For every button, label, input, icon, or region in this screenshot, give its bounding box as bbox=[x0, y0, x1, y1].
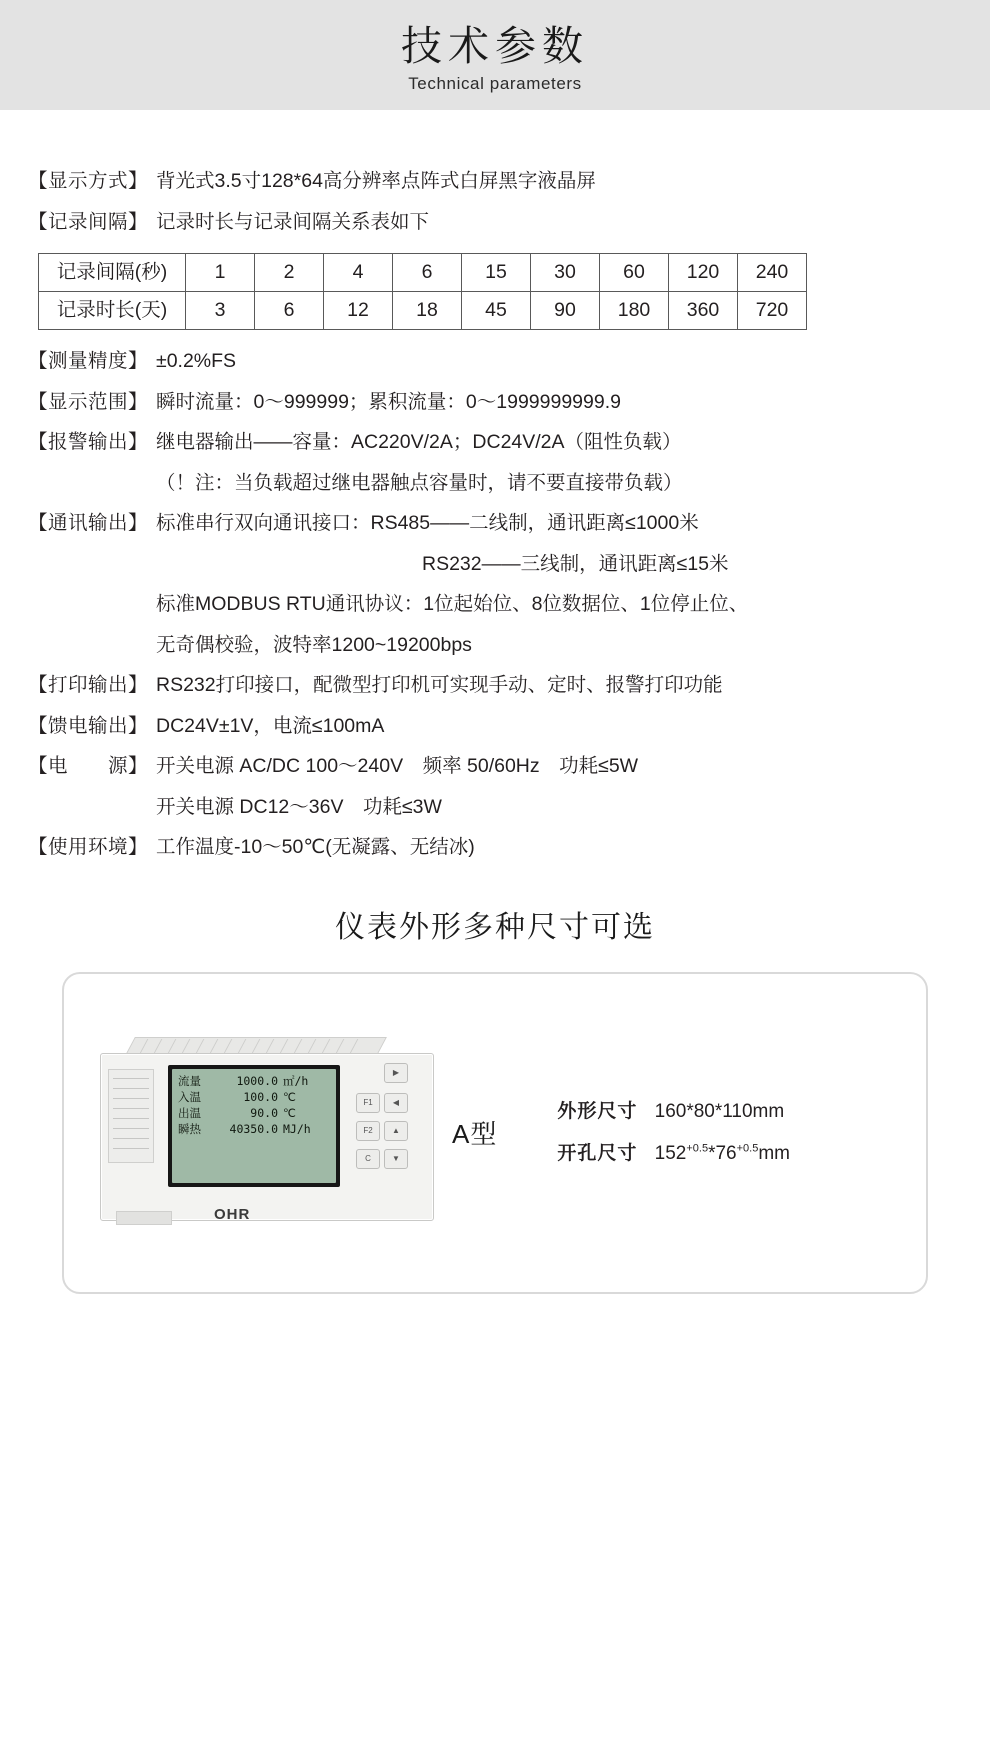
dimension-cutout-mid: *76 bbox=[708, 1142, 737, 1164]
spec-value: ±0.2%FS bbox=[156, 350, 237, 372]
spec-value: 继电器输出——容量：AC220V/2A；DC24V/2A（阻性负载） bbox=[156, 431, 682, 453]
dimension-cutout-sup2: +0.5 bbox=[736, 1142, 759, 1155]
lcd-row-unit: MJ/h bbox=[283, 1122, 311, 1137]
table-cell: 45 bbox=[462, 292, 531, 330]
table-cell: 18 bbox=[393, 292, 462, 330]
table-row bbox=[39, 292, 807, 330]
device-keypad bbox=[354, 1063, 418, 1189]
table-cell: 180 bbox=[600, 292, 669, 330]
spec-row-display-mode bbox=[28, 172, 962, 192]
lcd-row bbox=[178, 1105, 332, 1121]
spec-label: 【显示方式】 bbox=[28, 170, 149, 192]
spec-row-communication bbox=[28, 514, 962, 534]
page-title: 技术参数 bbox=[401, 22, 589, 69]
comm-line2-row bbox=[28, 552, 962, 575]
record-interval-table-wrap bbox=[38, 253, 962, 330]
spec-value: 工作温度-10～50℃(无凝露、无结冰) bbox=[156, 836, 475, 858]
spec-label: 【通讯输出】 bbox=[28, 512, 149, 534]
comm-line3-text: 标准MODBUS RTU通讯协议：1位起始位、8位数据位、1位停止位、 bbox=[156, 593, 749, 615]
spec-row-accuracy bbox=[28, 352, 962, 372]
power-line2-row bbox=[28, 795, 962, 818]
power-line2-text: 开关电源 DC12～36V 功耗≤3W bbox=[156, 795, 442, 818]
dimensions-block bbox=[557, 1091, 790, 1175]
spec-label: 【电 源】 bbox=[28, 755, 149, 777]
dimension-outer-value: 160*80*110mm bbox=[654, 1100, 785, 1122]
comm-line2-text: RS232——三线制，通讯距离≤15米 bbox=[422, 552, 729, 575]
key-left-icon[interactable]: ◀ bbox=[384, 1093, 408, 1113]
alarm-note-text: （！注：当负载超过继电器触点容量时，请不要直接带负载） bbox=[156, 471, 683, 494]
dimension-cutout-tail: mm bbox=[758, 1142, 790, 1164]
table-cell: 360 bbox=[669, 292, 738, 330]
key-right-icon[interactable]: ▶ bbox=[384, 1063, 408, 1083]
lcd-row-name: 出温 bbox=[178, 1106, 201, 1121]
lcd-row bbox=[178, 1121, 332, 1137]
spec-label: 【测量精度】 bbox=[28, 350, 149, 372]
table-cell: 12 bbox=[324, 292, 393, 330]
row-spacer bbox=[28, 636, 156, 656]
device-brand-logo: OHR bbox=[214, 1205, 251, 1223]
spec-label: 【使用环境】 bbox=[28, 836, 149, 858]
lcd-row-unit: ℃ bbox=[283, 1089, 296, 1104]
table-cell: 240 bbox=[738, 254, 807, 292]
spec-value: RS232打印接口，配微型打印机可实现手动、定时、报警打印功能 bbox=[156, 674, 723, 696]
table-cell: 30 bbox=[531, 254, 600, 292]
key-f1[interactable]: F1 bbox=[356, 1093, 380, 1113]
row-spacer bbox=[28, 595, 156, 615]
dimension-cutout-label: 开孔尺寸 bbox=[557, 1142, 638, 1164]
spec-label: 【打印输出】 bbox=[28, 674, 149, 696]
device-side-vent bbox=[108, 1069, 154, 1163]
table-cell: 90 bbox=[531, 292, 600, 330]
record-interval-table bbox=[38, 253, 807, 330]
spec-value: 标准串行双向通讯接口：RS485——二线制，通讯距离≤1000米 bbox=[156, 512, 699, 534]
device-illustration bbox=[86, 1035, 438, 1231]
lcd-row bbox=[178, 1089, 332, 1105]
spec-value: 瞬时流量：0～999999；累积流量：0～1999999999.9 bbox=[156, 390, 621, 413]
table-cell: 6 bbox=[255, 292, 324, 330]
device-screen bbox=[168, 1065, 340, 1187]
lcd-row-unit: ℃ bbox=[283, 1106, 296, 1121]
spec-row-alarm-output bbox=[28, 433, 962, 453]
dimension-cutout-sup1: +0.5 bbox=[686, 1142, 709, 1155]
row-spacer bbox=[28, 555, 156, 575]
comm-line4-row bbox=[28, 633, 962, 656]
lcd-row-name: 入温 bbox=[178, 1089, 201, 1104]
lcd-row-unit: ㎡/h bbox=[283, 1073, 309, 1088]
table-cell: 720 bbox=[738, 292, 807, 330]
spec-value: 背光式3.5寸128*64高分辨率点阵式白屏黑字液晶屏 bbox=[156, 170, 596, 192]
table-row-header: 记录间隔(秒) bbox=[39, 254, 186, 292]
page-header-banner bbox=[0, 0, 990, 110]
key-up-icon[interactable]: ▲ bbox=[384, 1121, 408, 1141]
key-f2[interactable]: F2 bbox=[356, 1121, 380, 1141]
comm-line4-text: 无奇偶校验，波特率1200~19200bps bbox=[156, 633, 472, 656]
table-cell: 120 bbox=[669, 254, 738, 292]
lcd-row bbox=[178, 1073, 332, 1089]
lcd-row-value: 40350.0 bbox=[229, 1122, 278, 1137]
spec-label: 【记录间隔】 bbox=[28, 210, 149, 233]
lcd-row-value: 90.0 bbox=[250, 1106, 278, 1121]
key-c[interactable]: C bbox=[356, 1149, 380, 1169]
spec-row-environment bbox=[28, 838, 962, 858]
device-terminal-block bbox=[116, 1211, 172, 1225]
section-title-dimensions: 仪表外形多种尺寸可选 bbox=[335, 910, 655, 944]
spec-value: 开关电源 AC/DC 100～240V 频率 50/60Hz 功耗≤5W bbox=[156, 755, 639, 777]
table-cell: 60 bbox=[600, 254, 669, 292]
specifications-section bbox=[0, 110, 990, 858]
table-cell: 6 bbox=[393, 254, 462, 292]
comm-line3-row bbox=[28, 595, 962, 615]
spec-row-power bbox=[28, 757, 962, 777]
lcd-row-name: 瞬热 bbox=[178, 1122, 201, 1137]
table-cell: 15 bbox=[462, 254, 531, 292]
spec-row-display-range bbox=[28, 390, 962, 413]
table-row-header: 记录时长(天) bbox=[39, 292, 186, 330]
table-cell: 4 bbox=[324, 254, 393, 292]
key-down-icon[interactable]: ▼ bbox=[384, 1149, 408, 1169]
product-card bbox=[62, 972, 928, 1294]
spec-row-print-output bbox=[28, 676, 962, 696]
dimension-cutout bbox=[557, 1133, 790, 1175]
spec-value: DC24V±1V，电流≤100mA bbox=[156, 714, 385, 737]
model-label: A型 bbox=[452, 1119, 498, 1149]
page-subtitle: Technical parameters bbox=[408, 74, 582, 94]
spec-label: 【报警输出】 bbox=[28, 431, 149, 453]
table-row bbox=[39, 254, 807, 292]
table-cell: 2 bbox=[255, 254, 324, 292]
dimension-outer bbox=[557, 1091, 790, 1133]
dimension-outer-label: 外形尺寸 bbox=[557, 1100, 638, 1122]
lcd-display bbox=[172, 1069, 336, 1183]
lcd-row-value: 1000.0 bbox=[236, 1073, 278, 1088]
table-cell: 3 bbox=[186, 292, 255, 330]
spec-row-record-interval bbox=[28, 210, 962, 233]
spec-value: 记录时长与记录间隔关系表如下 bbox=[156, 210, 430, 233]
dimension-cutout-value: 152 bbox=[654, 1142, 687, 1164]
alarm-note-row bbox=[28, 471, 962, 494]
spec-label: 【显示范围】 bbox=[28, 390, 149, 413]
spec-label: 【馈电输出】 bbox=[28, 714, 149, 737]
lcd-row-value: 100.0 bbox=[243, 1089, 278, 1104]
lcd-row-name: 流量 bbox=[178, 1073, 201, 1088]
row-spacer bbox=[28, 474, 156, 494]
row-spacer bbox=[28, 798, 156, 818]
table-cell: 1 bbox=[186, 254, 255, 292]
spec-row-feed-output bbox=[28, 714, 962, 737]
